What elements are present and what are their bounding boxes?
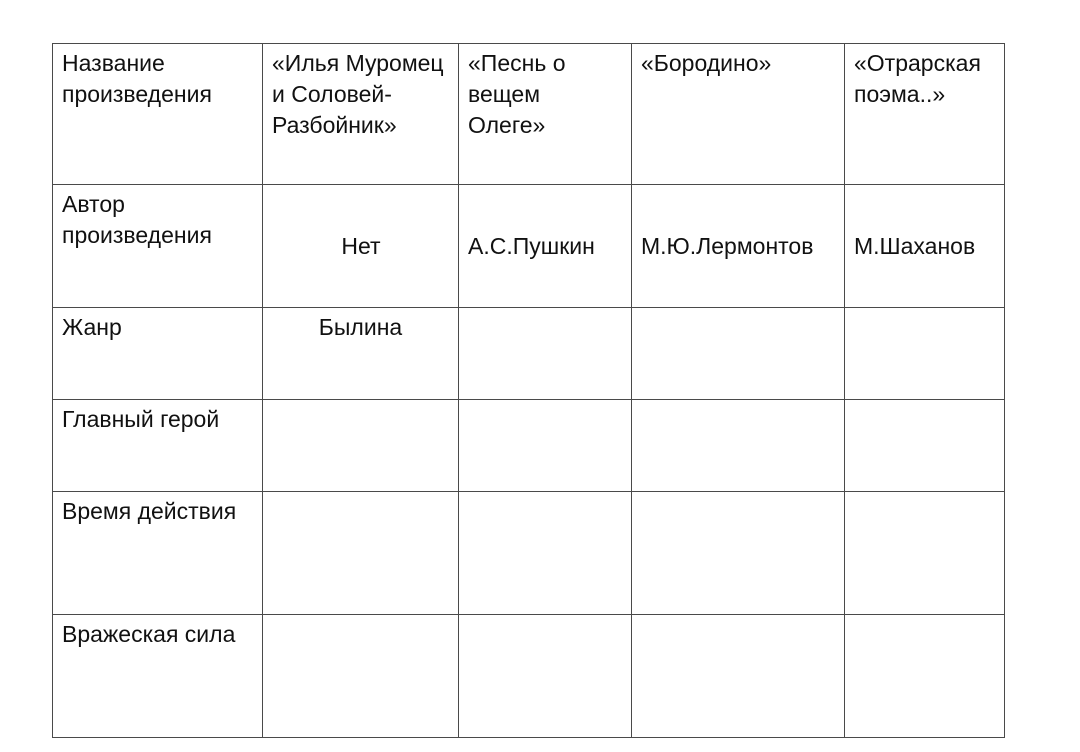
table-cell: М.Ю.Лермонтов	[632, 185, 845, 308]
table-cell	[632, 615, 845, 738]
header-work-cell: «Отрарская поэма..»	[845, 44, 1005, 185]
header-label-cell: Название произведения	[53, 44, 263, 185]
table-cell: М.Шаханов	[845, 185, 1005, 308]
table-cell	[845, 400, 1005, 492]
header-work-cell: «Бородино»	[632, 44, 845, 185]
table-row-genre	[53, 308, 1005, 400]
table-cell	[459, 308, 632, 400]
table-cell	[632, 308, 845, 400]
table-cell	[459, 615, 632, 738]
table-row-author	[53, 185, 1005, 308]
table-row-time	[53, 492, 1005, 615]
table-cell: Нет	[263, 185, 459, 308]
table-cell	[263, 615, 459, 738]
table-cell	[845, 308, 1005, 400]
row-label-cell: Жанр	[53, 308, 263, 400]
table-cell: А.С.Пушкин	[459, 185, 632, 308]
table-cell	[459, 492, 632, 615]
document-sheet	[52, 43, 1005, 738]
row-label-cell: Вражеская сила	[53, 615, 263, 738]
header-work-cell: «Илья Муромец и Соловей-Разбойник»	[263, 44, 459, 185]
table-cell: Былина	[263, 308, 459, 400]
row-label-cell: Время действия	[53, 492, 263, 615]
header-row	[53, 44, 1005, 185]
table-row-enemy	[53, 615, 1005, 738]
table-cell	[459, 400, 632, 492]
table-cell	[845, 492, 1005, 615]
table-cell	[632, 492, 845, 615]
literature-comparison-table	[52, 43, 1005, 738]
header-work-cell: «Песнь о вещем Олеге»	[459, 44, 632, 185]
table-cell	[263, 492, 459, 615]
table-cell	[632, 400, 845, 492]
table-cell	[845, 615, 1005, 738]
row-label-cell: Автор произведения	[53, 185, 263, 308]
table-row-hero	[53, 400, 1005, 492]
table-cell	[263, 400, 459, 492]
row-label-cell: Главный герой	[53, 400, 263, 492]
